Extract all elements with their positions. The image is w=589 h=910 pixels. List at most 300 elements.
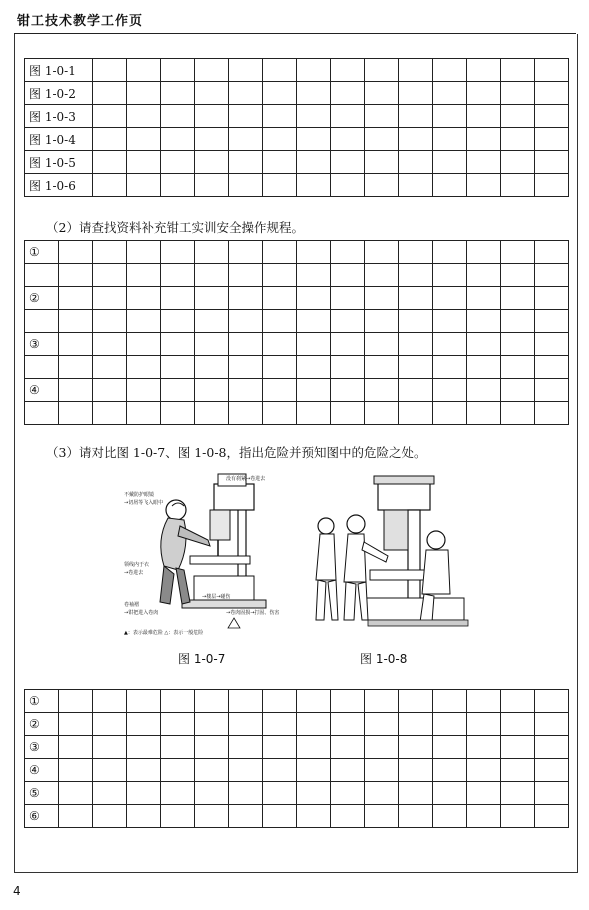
answer-cell[interactable] — [161, 690, 195, 713]
answer-cell[interactable] — [467, 356, 501, 379]
answer-cell[interactable] — [297, 690, 331, 713]
answer-cell[interactable] — [93, 356, 127, 379]
answer-cell[interactable] — [365, 287, 399, 310]
answer-cell[interactable] — [161, 310, 195, 333]
answer-cell[interactable] — [93, 174, 127, 197]
answer-cell[interactable] — [535, 310, 569, 333]
answer-cell[interactable] — [263, 174, 297, 197]
answer-cell[interactable] — [297, 264, 331, 287]
answer-cell[interactable] — [365, 241, 399, 264]
answer-cell[interactable] — [161, 379, 195, 402]
answer-cell[interactable] — [501, 805, 535, 828]
answer-cell[interactable] — [161, 82, 195, 105]
answer-cell[interactable] — [127, 356, 161, 379]
answer-cell[interactable] — [59, 356, 93, 379]
answer-cell[interactable] — [127, 241, 161, 264]
answer-cell[interactable] — [535, 59, 569, 82]
answer-cell[interactable] — [127, 782, 161, 805]
answer-cell[interactable] — [297, 128, 331, 151]
answer-cell[interactable] — [127, 128, 161, 151]
answer-cell[interactable] — [297, 759, 331, 782]
answer-cell[interactable] — [93, 241, 127, 264]
answer-cell[interactable] — [399, 333, 433, 356]
answer-cell[interactable] — [365, 128, 399, 151]
answer-cell[interactable] — [229, 264, 263, 287]
answer-cell[interactable] — [161, 264, 195, 287]
answer-cell[interactable] — [535, 174, 569, 197]
answer-cell[interactable] — [263, 713, 297, 736]
answer-cell[interactable] — [535, 333, 569, 356]
answer-cell[interactable] — [535, 82, 569, 105]
answer-cell[interactable] — [229, 82, 263, 105]
answer-cell[interactable] — [365, 736, 399, 759]
answer-cell[interactable] — [93, 310, 127, 333]
answer-cell[interactable] — [535, 105, 569, 128]
answer-cell[interactable] — [331, 782, 365, 805]
answer-cell[interactable] — [433, 59, 467, 82]
answer-cell[interactable] — [331, 690, 365, 713]
answer-cell[interactable] — [161, 174, 195, 197]
answer-cell[interactable] — [331, 713, 365, 736]
answer-cell[interactable] — [501, 310, 535, 333]
answer-cell[interactable] — [195, 241, 229, 264]
answer-cell[interactable] — [161, 356, 195, 379]
answer-cell[interactable] — [399, 128, 433, 151]
answer-cell[interactable] — [297, 59, 331, 82]
answer-cell[interactable] — [59, 713, 93, 736]
answer-cell[interactable] — [331, 379, 365, 402]
fig7-label-left-mid-2: →卷进去 — [124, 570, 144, 576]
answer-cell[interactable] — [59, 264, 93, 287]
answer-cell[interactable] — [467, 805, 501, 828]
answer-cell[interactable] — [467, 690, 501, 713]
answer-cell[interactable] — [127, 759, 161, 782]
answer-cell[interactable] — [501, 105, 535, 128]
answer-cell[interactable] — [331, 151, 365, 174]
answer-cell[interactable] — [501, 782, 535, 805]
answer-cell[interactable] — [127, 402, 161, 425]
answer-cell[interactable] — [93, 805, 127, 828]
answer-cell[interactable] — [195, 264, 229, 287]
answer-cell[interactable] — [331, 736, 365, 759]
answer-cell[interactable] — [59, 287, 93, 310]
answer-cell[interactable] — [365, 759, 399, 782]
answer-cell[interactable] — [399, 736, 433, 759]
answer-cell[interactable] — [229, 402, 263, 425]
answer-cell[interactable] — [297, 310, 331, 333]
answer-cell[interactable] — [263, 264, 297, 287]
answer-cell[interactable] — [229, 105, 263, 128]
answer-cell[interactable] — [433, 713, 467, 736]
answer-cell[interactable] — [263, 151, 297, 174]
answer-cell[interactable] — [229, 333, 263, 356]
answer-cell[interactable] — [331, 310, 365, 333]
answer-cell[interactable] — [161, 59, 195, 82]
answer-cell[interactable] — [93, 402, 127, 425]
answer-cell[interactable] — [535, 690, 569, 713]
answer-cell[interactable] — [127, 105, 161, 128]
answer-cell[interactable] — [127, 713, 161, 736]
answer-cell[interactable] — [93, 59, 127, 82]
answer-cell[interactable] — [229, 128, 263, 151]
answer-cell[interactable] — [229, 241, 263, 264]
answer-cell[interactable] — [535, 241, 569, 264]
answer-cell[interactable] — [365, 333, 399, 356]
answer-cell[interactable] — [501, 379, 535, 402]
answer-cell[interactable] — [229, 690, 263, 713]
answer-cell[interactable] — [467, 151, 501, 174]
answer-cell[interactable] — [467, 782, 501, 805]
answer-cell[interactable] — [229, 310, 263, 333]
answer-cell[interactable] — [467, 264, 501, 287]
answer-cell[interactable] — [195, 356, 229, 379]
answer-cell[interactable] — [297, 287, 331, 310]
answer-cell[interactable] — [161, 151, 195, 174]
answer-cell[interactable] — [433, 805, 467, 828]
answer-cell[interactable] — [263, 82, 297, 105]
answer-cell[interactable] — [365, 379, 399, 402]
answer-cell[interactable] — [331, 105, 365, 128]
answer-cell[interactable] — [93, 759, 127, 782]
answer-cell[interactable] — [195, 59, 229, 82]
answer-cell[interactable] — [229, 782, 263, 805]
answer-cell[interactable] — [535, 379, 569, 402]
answer-cell[interactable] — [93, 105, 127, 128]
answer-cell[interactable] — [161, 782, 195, 805]
answer-cell[interactable] — [501, 356, 535, 379]
answer-cell[interactable] — [93, 128, 127, 151]
answer-cell[interactable] — [331, 287, 365, 310]
answer-cell[interactable] — [331, 174, 365, 197]
answer-cell[interactable] — [297, 713, 331, 736]
answer-cell[interactable] — [467, 241, 501, 264]
answer-cell[interactable] — [501, 174, 535, 197]
answer-cell[interactable] — [365, 174, 399, 197]
answer-cell[interactable] — [127, 310, 161, 333]
answer-cell[interactable] — [263, 356, 297, 379]
answer-cell[interactable] — [399, 713, 433, 736]
answer-cell[interactable] — [297, 379, 331, 402]
answer-cell[interactable] — [501, 713, 535, 736]
answer-cell[interactable] — [433, 264, 467, 287]
answer-cell[interactable] — [263, 287, 297, 310]
answer-cell[interactable] — [127, 379, 161, 402]
answer-cell[interactable] — [433, 128, 467, 151]
answer-cell[interactable] — [127, 264, 161, 287]
answer-cell[interactable] — [297, 151, 331, 174]
answer-cell[interactable] — [263, 402, 297, 425]
answer-cell[interactable] — [93, 264, 127, 287]
answer-cell[interactable] — [467, 174, 501, 197]
answer-cell[interactable] — [365, 105, 399, 128]
answer-cell[interactable] — [501, 287, 535, 310]
answer-cell[interactable] — [433, 151, 467, 174]
answer-cell[interactable] — [59, 241, 93, 264]
answer-cell[interactable] — [127, 82, 161, 105]
answer-cell[interactable] — [535, 759, 569, 782]
answer-cell[interactable] — [399, 805, 433, 828]
answer-cell[interactable] — [263, 241, 297, 264]
answer-cell[interactable] — [229, 356, 263, 379]
answer-cell[interactable] — [399, 59, 433, 82]
answer-cell[interactable] — [93, 287, 127, 310]
answer-cell[interactable] — [365, 264, 399, 287]
answer-cell[interactable] — [229, 713, 263, 736]
answer-cell[interactable] — [263, 59, 297, 82]
answer-cell[interactable] — [195, 174, 229, 197]
answer-cell[interactable] — [467, 333, 501, 356]
answer-cell[interactable] — [467, 310, 501, 333]
answer-cell[interactable] — [195, 151, 229, 174]
answer-cell[interactable] — [59, 782, 93, 805]
answer-cell[interactable] — [297, 241, 331, 264]
answer-cell[interactable] — [297, 782, 331, 805]
answer-cell[interactable] — [195, 82, 229, 105]
answer-cell[interactable] — [535, 287, 569, 310]
answer-cell[interactable] — [433, 105, 467, 128]
answer-cell[interactable] — [297, 805, 331, 828]
answer-cell[interactable] — [161, 333, 195, 356]
answer-cell[interactable] — [331, 805, 365, 828]
answer-cell[interactable] — [195, 310, 229, 333]
answer-cell[interactable] — [263, 690, 297, 713]
answer-cell[interactable] — [399, 241, 433, 264]
answer-cell[interactable] — [161, 713, 195, 736]
answer-cell[interactable] — [127, 151, 161, 174]
answer-cell[interactable] — [331, 264, 365, 287]
answer-cell[interactable] — [229, 759, 263, 782]
answer-cell[interactable] — [59, 333, 93, 356]
answer-cell[interactable] — [501, 759, 535, 782]
answer-cell[interactable] — [399, 782, 433, 805]
answer-cell[interactable] — [535, 736, 569, 759]
answer-cell[interactable] — [399, 379, 433, 402]
answer-cell[interactable] — [501, 333, 535, 356]
answer-cell[interactable] — [93, 736, 127, 759]
answer-cell[interactable] — [433, 310, 467, 333]
answer-cell[interactable] — [331, 759, 365, 782]
answer-cell[interactable] — [331, 241, 365, 264]
answer-cell[interactable] — [331, 356, 365, 379]
answer-cell[interactable] — [229, 736, 263, 759]
answer-cell[interactable] — [263, 379, 297, 402]
answer-cell[interactable] — [93, 713, 127, 736]
answer-cell[interactable] — [399, 759, 433, 782]
answer-cell[interactable] — [399, 690, 433, 713]
answer-cell[interactable] — [93, 690, 127, 713]
answer-cell[interactable] — [365, 310, 399, 333]
answer-cell[interactable] — [535, 356, 569, 379]
answer-cell[interactable] — [433, 82, 467, 105]
answer-cell[interactable] — [399, 402, 433, 425]
answer-cell[interactable] — [501, 128, 535, 151]
table-row — [25, 105, 569, 128]
answer-cell[interactable] — [399, 310, 433, 333]
answer-cell[interactable] — [331, 128, 365, 151]
answer-cell[interactable] — [59, 379, 93, 402]
answer-cell[interactable] — [195, 782, 229, 805]
answer-cell[interactable] — [365, 805, 399, 828]
answer-cell[interactable] — [161, 241, 195, 264]
answer-cell[interactable] — [535, 128, 569, 151]
answer-cell[interactable] — [263, 128, 297, 151]
answer-cell[interactable] — [229, 174, 263, 197]
answer-cell[interactable] — [365, 690, 399, 713]
answer-cell[interactable] — [331, 59, 365, 82]
answer-cell[interactable] — [467, 379, 501, 402]
answer-cell[interactable] — [229, 805, 263, 828]
answer-cell[interactable] — [467, 713, 501, 736]
answer-cell[interactable] — [127, 805, 161, 828]
answer-cell[interactable] — [365, 402, 399, 425]
answer-cell[interactable] — [467, 402, 501, 425]
answer-cell[interactable] — [195, 333, 229, 356]
answer-cell[interactable] — [59, 736, 93, 759]
answer-cell[interactable] — [433, 241, 467, 264]
answer-cell[interactable] — [467, 128, 501, 151]
answer-cell[interactable] — [161, 402, 195, 425]
answer-cell[interactable] — [399, 264, 433, 287]
answer-cell[interactable] — [399, 287, 433, 310]
answer-cell[interactable] — [501, 82, 535, 105]
answer-cell[interactable] — [161, 805, 195, 828]
answer-cell[interactable] — [297, 356, 331, 379]
answer-cell[interactable] — [331, 402, 365, 425]
answer-cell[interactable] — [263, 333, 297, 356]
answer-cell[interactable] — [195, 690, 229, 713]
answer-cell[interactable] — [399, 82, 433, 105]
answer-cell[interactable] — [127, 736, 161, 759]
answer-cell[interactable] — [59, 310, 93, 333]
row-label: ⑤ — [25, 782, 59, 805]
answer-cell[interactable] — [93, 379, 127, 402]
answer-cell[interactable] — [161, 759, 195, 782]
answer-cell[interactable] — [161, 287, 195, 310]
answer-cell[interactable] — [195, 402, 229, 425]
answer-cell[interactable] — [399, 174, 433, 197]
answer-cell[interactable] — [93, 82, 127, 105]
answer-cell[interactable] — [297, 333, 331, 356]
answer-cell[interactable] — [263, 782, 297, 805]
answer-cell[interactable] — [93, 151, 127, 174]
answer-cell[interactable] — [93, 333, 127, 356]
answer-cell[interactable] — [229, 151, 263, 174]
answer-cell[interactable] — [501, 241, 535, 264]
answer-cell[interactable] — [365, 82, 399, 105]
answer-cell[interactable] — [161, 105, 195, 128]
answer-cell[interactable] — [467, 59, 501, 82]
answer-cell[interactable] — [501, 264, 535, 287]
answer-cell[interactable] — [399, 105, 433, 128]
answer-cell[interactable] — [93, 782, 127, 805]
answer-cell[interactable] — [127, 174, 161, 197]
answer-cell[interactable] — [195, 805, 229, 828]
answer-cell[interactable] — [399, 151, 433, 174]
answer-cell[interactable] — [195, 379, 229, 402]
answer-cell[interactable] — [195, 713, 229, 736]
answer-cell[interactable] — [365, 782, 399, 805]
answer-cell[interactable] — [229, 379, 263, 402]
answer-cell[interactable] — [195, 287, 229, 310]
answer-cell[interactable] — [263, 736, 297, 759]
question-3-text: （3）请对比图 1-0-7、图 1-0-8，指出危险并预知图中的危险之处。 — [46, 445, 427, 460]
answer-cell[interactable] — [195, 736, 229, 759]
answer-cell[interactable] — [501, 59, 535, 82]
answer-cell[interactable] — [331, 82, 365, 105]
answer-cell[interactable] — [535, 402, 569, 425]
answer-cell[interactable] — [297, 174, 331, 197]
answer-cell[interactable] — [127, 690, 161, 713]
answer-cell[interactable] — [535, 151, 569, 174]
answer-cell[interactable] — [365, 59, 399, 82]
answer-cell[interactable] — [433, 174, 467, 197]
answer-cell[interactable] — [161, 128, 195, 151]
answer-cell[interactable] — [501, 151, 535, 174]
answer-cell[interactable] — [467, 736, 501, 759]
answer-cell[interactable] — [331, 333, 365, 356]
answer-cell[interactable] — [263, 310, 297, 333]
answer-cell[interactable] — [297, 105, 331, 128]
answer-cell[interactable] — [535, 713, 569, 736]
answer-cell[interactable] — [127, 59, 161, 82]
answer-cell[interactable] — [467, 82, 501, 105]
answer-cell[interactable] — [263, 759, 297, 782]
answer-cell[interactable] — [59, 759, 93, 782]
answer-cell[interactable] — [195, 128, 229, 151]
answer-cell[interactable] — [297, 736, 331, 759]
answer-cell[interactable] — [433, 333, 467, 356]
answer-cell[interactable] — [501, 736, 535, 759]
answer-cell[interactable] — [433, 402, 467, 425]
answer-cell[interactable] — [59, 402, 93, 425]
answer-cell[interactable] — [195, 105, 229, 128]
answer-cell[interactable] — [229, 287, 263, 310]
answer-cell[interactable] — [467, 105, 501, 128]
answer-cell[interactable] — [59, 805, 93, 828]
answer-cell[interactable] — [467, 759, 501, 782]
answer-cell[interactable] — [433, 287, 467, 310]
row-label: ③ — [25, 736, 59, 759]
answer-cell[interactable] — [365, 151, 399, 174]
answer-cell[interactable] — [365, 713, 399, 736]
answer-cell[interactable] — [161, 736, 195, 759]
answer-cell[interactable] — [297, 82, 331, 105]
answer-cell[interactable] — [467, 287, 501, 310]
answer-cell[interactable] — [433, 356, 467, 379]
answer-cell[interactable] — [433, 759, 467, 782]
answer-cell[interactable] — [229, 59, 263, 82]
answer-cell[interactable] — [297, 402, 331, 425]
answer-cell[interactable] — [501, 690, 535, 713]
answer-cell[interactable] — [501, 402, 535, 425]
answer-cell[interactable] — [535, 264, 569, 287]
answer-cell[interactable] — [535, 782, 569, 805]
answer-cell[interactable] — [433, 379, 467, 402]
answer-cell[interactable] — [535, 805, 569, 828]
answer-cell[interactable] — [263, 105, 297, 128]
answer-cell[interactable] — [127, 333, 161, 356]
answer-cell[interactable] — [433, 690, 467, 713]
answer-cell[interactable] — [365, 356, 399, 379]
answer-cell[interactable] — [433, 736, 467, 759]
answer-cell[interactable] — [263, 805, 297, 828]
answer-cell[interactable] — [399, 356, 433, 379]
answer-cell[interactable] — [433, 782, 467, 805]
answer-cell[interactable] — [127, 287, 161, 310]
answer-cell[interactable] — [195, 759, 229, 782]
row-label: ④ — [25, 759, 59, 782]
answer-cell[interactable] — [59, 690, 93, 713]
